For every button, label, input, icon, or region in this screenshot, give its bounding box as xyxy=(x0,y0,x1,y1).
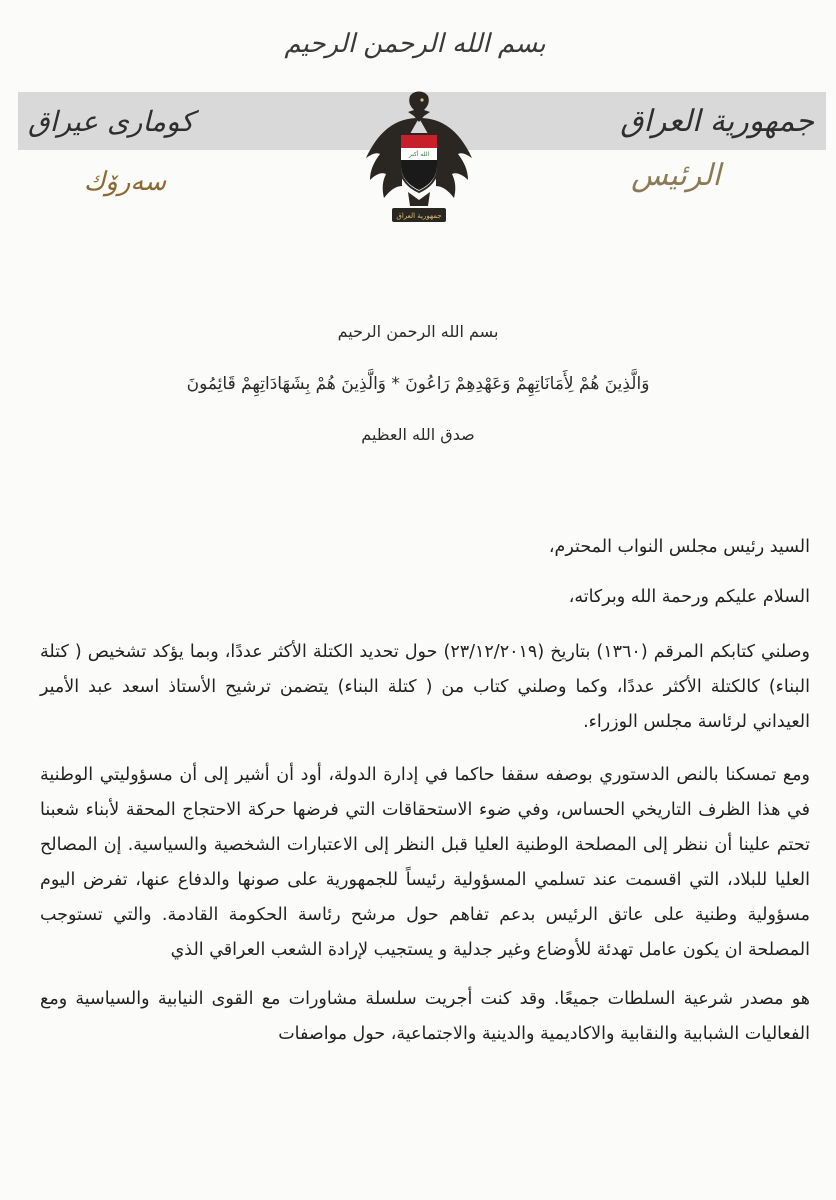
letterhead-subtitle-arabic: الرئيس xyxy=(631,158,721,193)
letter-paragraph-3: هو مصدر شرعية السلطات جميعًا. وقد كنت أجريت سلسلة مشاورات مع القوى النيابية والسياسية ومع الفعاليات الشبابية والنقابية والاكاديمية والدينية والاجتماعية، حول مواصفات xyxy=(40,989,810,1044)
verse-opening: بسم الله الرحمن الرحيم xyxy=(337,322,499,341)
iraq-eagle-emblem xyxy=(358,88,480,238)
verse-closing: صدق الله العظيم xyxy=(361,425,475,444)
letter-body xyxy=(40,530,810,1052)
letterhead-title-kurdish: كوماری عیراق xyxy=(28,105,194,138)
bismillah-calligraphy: بسم الله الرحمن الرحيم xyxy=(284,29,546,59)
letterhead-title-arabic: جمهورية العراق xyxy=(620,104,814,139)
letterhead-subtitle-kurdish: سەرۆك xyxy=(83,167,167,197)
verse-ayah: وَالَّذِينَ هُمْ لِأَمَانَاتِهِمْ وَعَهْدِهِمْ رَاعُونَ * وَالَّذِينَ هُمْ بِشَهَادَاتِهِمْ قَائِمُونَ xyxy=(186,374,650,394)
letter-paragraph-1: وصلني كتابكم المرقم (١٣٦٠) بتاريخ (٢٣/١٢/٢٠١٩) حول تحديد الكتلة الأكثر عددًا، وبما يؤكد تشخيص ( كتلة البناء) كالكتلة الأكثر عددًا، وكما وصلني كتاب من ( كتلة البناء) يتضمن ترشيح الأستاذ اسعد عبد الأمير العيداني لرئاسة مجلس الوزراء. xyxy=(40,642,810,732)
letter-greeting: السلام عليكم ورحمة الله وبركاته، xyxy=(568,587,810,607)
letter-salutation: السيد رئيس مجلس النواب المحترم، xyxy=(548,537,810,557)
emblem-motto: الله أكبر xyxy=(408,151,430,158)
emblem-banner-text: جمهورية العراق xyxy=(396,212,442,220)
quran-verse-block xyxy=(0,318,836,452)
letter-paragraph-2: ومع تمسكنا بالنص الدستوري بوصفه سقفا حاكما في إدارة الدولة، أود أن أشير إلى أن مسؤوليتي الوطنية في هذا الظرف التاريخي الحساس، وفي ضوء الاستحقاقات التي فرضها حركة الاحتجاج المحقة لأبناء شعبنا تحتم علينا أن ننظر إلى المصلحة الوطنية العليا قبل النظر إلى الاعتبارات الشخصية والسياسية. إن المصالح العليا للبلاد، التي اقسمت عند تسلمي المسؤولية رئيساً للجمهورية على صونها والدفاع عنها، تفرض اليوم مسؤولية وطنية على عاتق الرئيس بدعم تفاهم حول مرشح رئاسة الحكومة القادمة. والتي تستوجب المصلحة ان يكون عامل تهدئة للأوضاع وغير جدلية و يستجيب لإرادة الشعب العراقي الذي xyxy=(40,765,810,960)
